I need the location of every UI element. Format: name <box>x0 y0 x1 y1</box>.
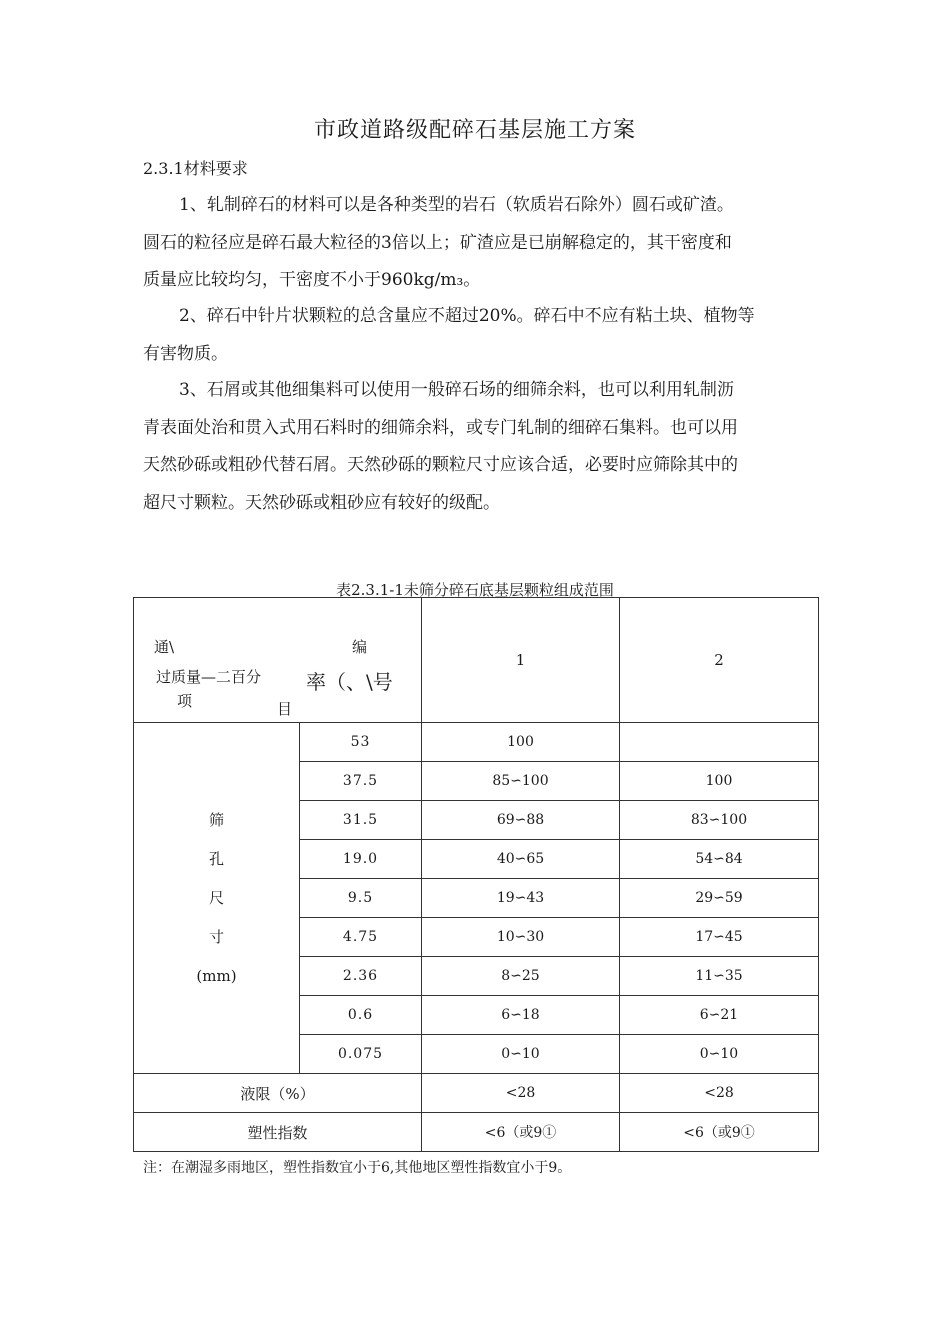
sieve-size: 0.075 <box>300 1035 422 1074</box>
value-col2: 6∽21 <box>620 996 819 1035</box>
plasticity-col1: <6（或9① <box>422 1113 620 1152</box>
value-col2: 83∽100 <box>620 801 819 840</box>
table-note: 注：在潮湿多雨地区，塑性指数宜小于6,其他地区塑性指数宜小于9。 <box>143 1160 572 1176</box>
value-col2: 0∽10 <box>620 1035 819 1074</box>
sieve-size: 19.0 <box>300 840 422 879</box>
header-mu: 目 <box>277 700 293 718</box>
value-col2: 29∽59 <box>620 879 819 918</box>
header-xiang: 项 <box>177 692 193 710</box>
sieve-size: 37.5 <box>300 762 422 801</box>
sieve-size: 53 <box>300 723 422 762</box>
table-caption: 表2.3.1-1未筛分碎石底基层颗粒组成范围 <box>336 581 614 599</box>
plasticity-row <box>134 1113 819 1152</box>
sieve-size-label: 筛 孔 尺 寸 (mm) <box>134 723 300 1074</box>
sieve-size: 31.5 <box>300 801 422 840</box>
column-header-2: 2 <box>620 598 819 723</box>
value-col1: 100 <box>422 723 620 762</box>
header-guo: 过质量—二百分 <box>156 668 262 686</box>
diagonal-header-cell <box>134 598 422 723</box>
column-header-1: 1 <box>422 598 620 723</box>
value-col2: 54∽84 <box>620 840 819 879</box>
plasticity-col2: <6（或9① <box>620 1113 819 1152</box>
plasticity-label: 塑性指数 <box>134 1113 422 1152</box>
value-col2: 100 <box>620 762 819 801</box>
value-col1: 19∽43 <box>422 879 620 918</box>
page-title: 市政道路级配碎石基层施工方案 <box>313 118 636 143</box>
liquid-limit-row <box>134 1074 819 1113</box>
header-lv: 率（、\号 <box>306 670 393 694</box>
section-heading: 2.3.1材料要求 <box>143 159 248 178</box>
table-row <box>134 723 819 762</box>
value-col1: 6∽18 <box>422 996 620 1035</box>
sieve-size: 4.75 <box>300 918 422 957</box>
value-col1: 0∽10 <box>422 1035 620 1074</box>
value-col2: 17∽45 <box>620 918 819 957</box>
liquid-limit-col2: <28 <box>620 1074 819 1113</box>
header-bian: 编 <box>352 638 368 656</box>
paragraph-3: 3、石屑或其他细集料可以使用一般碎石场的细筛余料，也可以利用轧制沥 青表面处治和贯入式用石料时的细筛余料，或专门轧制的细碎石集料。也可以用 天然砂砾或粗砂代替石屑。天然砂砾的颗粒尺寸应该合适，必要时应筛除其中的 超尺寸颗粒。天然砂砾或粗砂应有较好的级配。 <box>143 380 738 513</box>
sieve-size: 2.36 <box>300 957 422 996</box>
liquid-limit-label: 液限（%） <box>134 1074 422 1113</box>
paragraph-2: 2、碎石中针片状颗粒的总含量应不超过20%。碎石中不应有粘土块、植物等 有害物质。 <box>143 306 755 364</box>
value-col2: 11∽35 <box>620 957 819 996</box>
paragraph-1: 1、轧制碎石的材料可以是各种类型的岩石（软质岩石除外）圆石或矿渣。 圆石的粒径应是碎石最大粒径的3倍以上；矿渣应是已崩解稳定的，其干密度和 质量应比较均匀，干密度不小于960kg/m₃。 <box>143 195 734 290</box>
value-col1: 85∽100 <box>422 762 620 801</box>
gradation-table <box>133 597 819 1152</box>
liquid-limit-col1: <28 <box>422 1074 620 1113</box>
value-col1: 10∽30 <box>422 918 620 957</box>
value-col2 <box>620 723 819 762</box>
value-col1: 8∽25 <box>422 957 620 996</box>
header-tong: 通\ <box>154 638 175 656</box>
table-header-row <box>134 598 819 723</box>
sieve-size: 0.6 <box>300 996 422 1035</box>
value-col1: 69∽88 <box>422 801 620 840</box>
sieve-size: 9.5 <box>300 879 422 918</box>
value-col1: 40∽65 <box>422 840 620 879</box>
